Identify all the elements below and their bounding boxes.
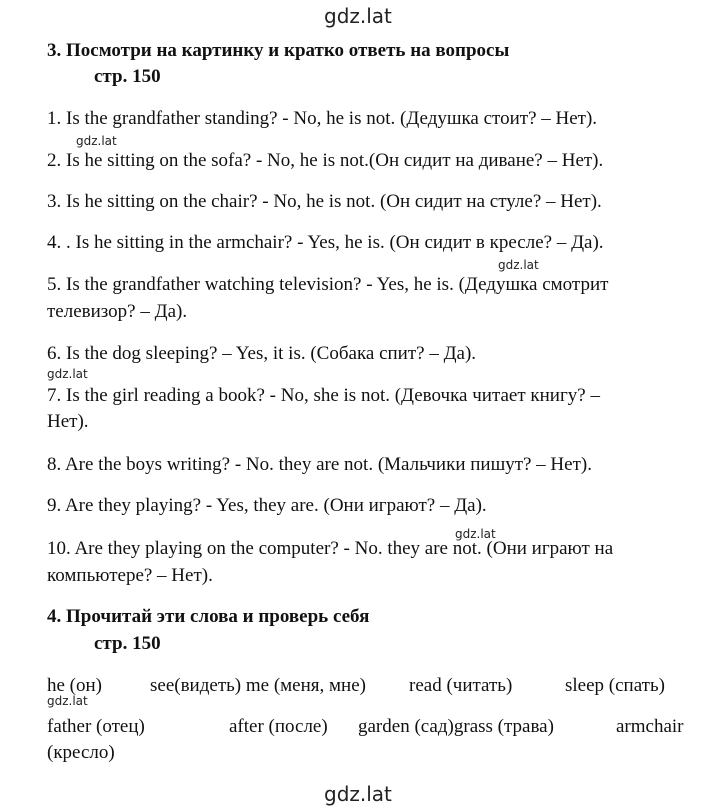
- answer-line: 4. . Is he sitting in the armchair? - Yes, he is. (Он сидит в кресле? – Да).: [47, 232, 604, 253]
- answer-line: 9. Are they playing? - Yes, they are. (Они играют? – Да).: [47, 495, 487, 516]
- answer-line: 6. Is the dog sleeping? – Yes, it is. (Собака спит? – Да).: [47, 343, 477, 364]
- vocab-word: garden (сад)grass (трава): [358, 716, 554, 737]
- answer-line: 5. Is the grandfather watching television? - Yes, he is. (Дедушка смотрит: [47, 274, 609, 295]
- watermark-small: gdz.lat: [455, 527, 496, 541]
- answer-line: 1. Is the grandfather standing? - No, he is not. (Дедушка стоит? – Нет).: [47, 108, 598, 129]
- watermark-top: gdz.lat: [324, 4, 392, 28]
- answer-line: 8. Are the boys writing? - No. they are not. (Мальчики пишут? – Нет).: [47, 454, 592, 475]
- vocab-word: after (после): [229, 716, 328, 737]
- section-4-title: 4. Прочитай эти слова и проверь себя: [47, 606, 370, 627]
- vocab-word: armchair: [616, 716, 684, 737]
- watermark-small: gdz.lat: [47, 367, 88, 381]
- watermark-small: gdz.lat: [498, 258, 539, 272]
- answer-line: 10. Are they playing on the computer? - No. they are not. (Они играют на: [47, 538, 614, 559]
- answer-line: телевизор? – Да).: [47, 301, 188, 322]
- vocab-word: see(видеть) me (меня, мне): [150, 675, 366, 696]
- section-3-page: стр. 150: [94, 66, 161, 87]
- vocab-word: (кресло): [47, 742, 115, 763]
- answer-line: компьютере? – Нет).: [47, 565, 213, 586]
- answer-line: 2. Is he sitting on the sofa? - No, he is not.(Он сидит на диване? – Нет).: [47, 150, 604, 171]
- answer-line: Нет).: [47, 411, 89, 432]
- section-3-title: 3. Посмотри на картинку и кратко ответь на вопросы: [47, 40, 510, 61]
- watermark-bottom: gdz.lat: [324, 782, 392, 806]
- answer-line: 7. Is the girl reading a book? - No, she is not. (Девочка читает книгу? –: [47, 385, 600, 406]
- vocab-word: father (отец): [47, 716, 145, 737]
- watermark-small: gdz.lat: [47, 694, 88, 708]
- section-4-page: стр. 150: [94, 633, 161, 654]
- vocab-word: he (он): [47, 675, 103, 696]
- vocab-word: read (читать): [409, 675, 513, 696]
- answer-line: 3. Is he sitting on the chair? - No, he is not. (Он сидит на стуле? – Нет).: [47, 191, 602, 212]
- vocab-word: sleep (спать): [565, 675, 665, 696]
- watermark-small: gdz.lat: [76, 134, 117, 148]
